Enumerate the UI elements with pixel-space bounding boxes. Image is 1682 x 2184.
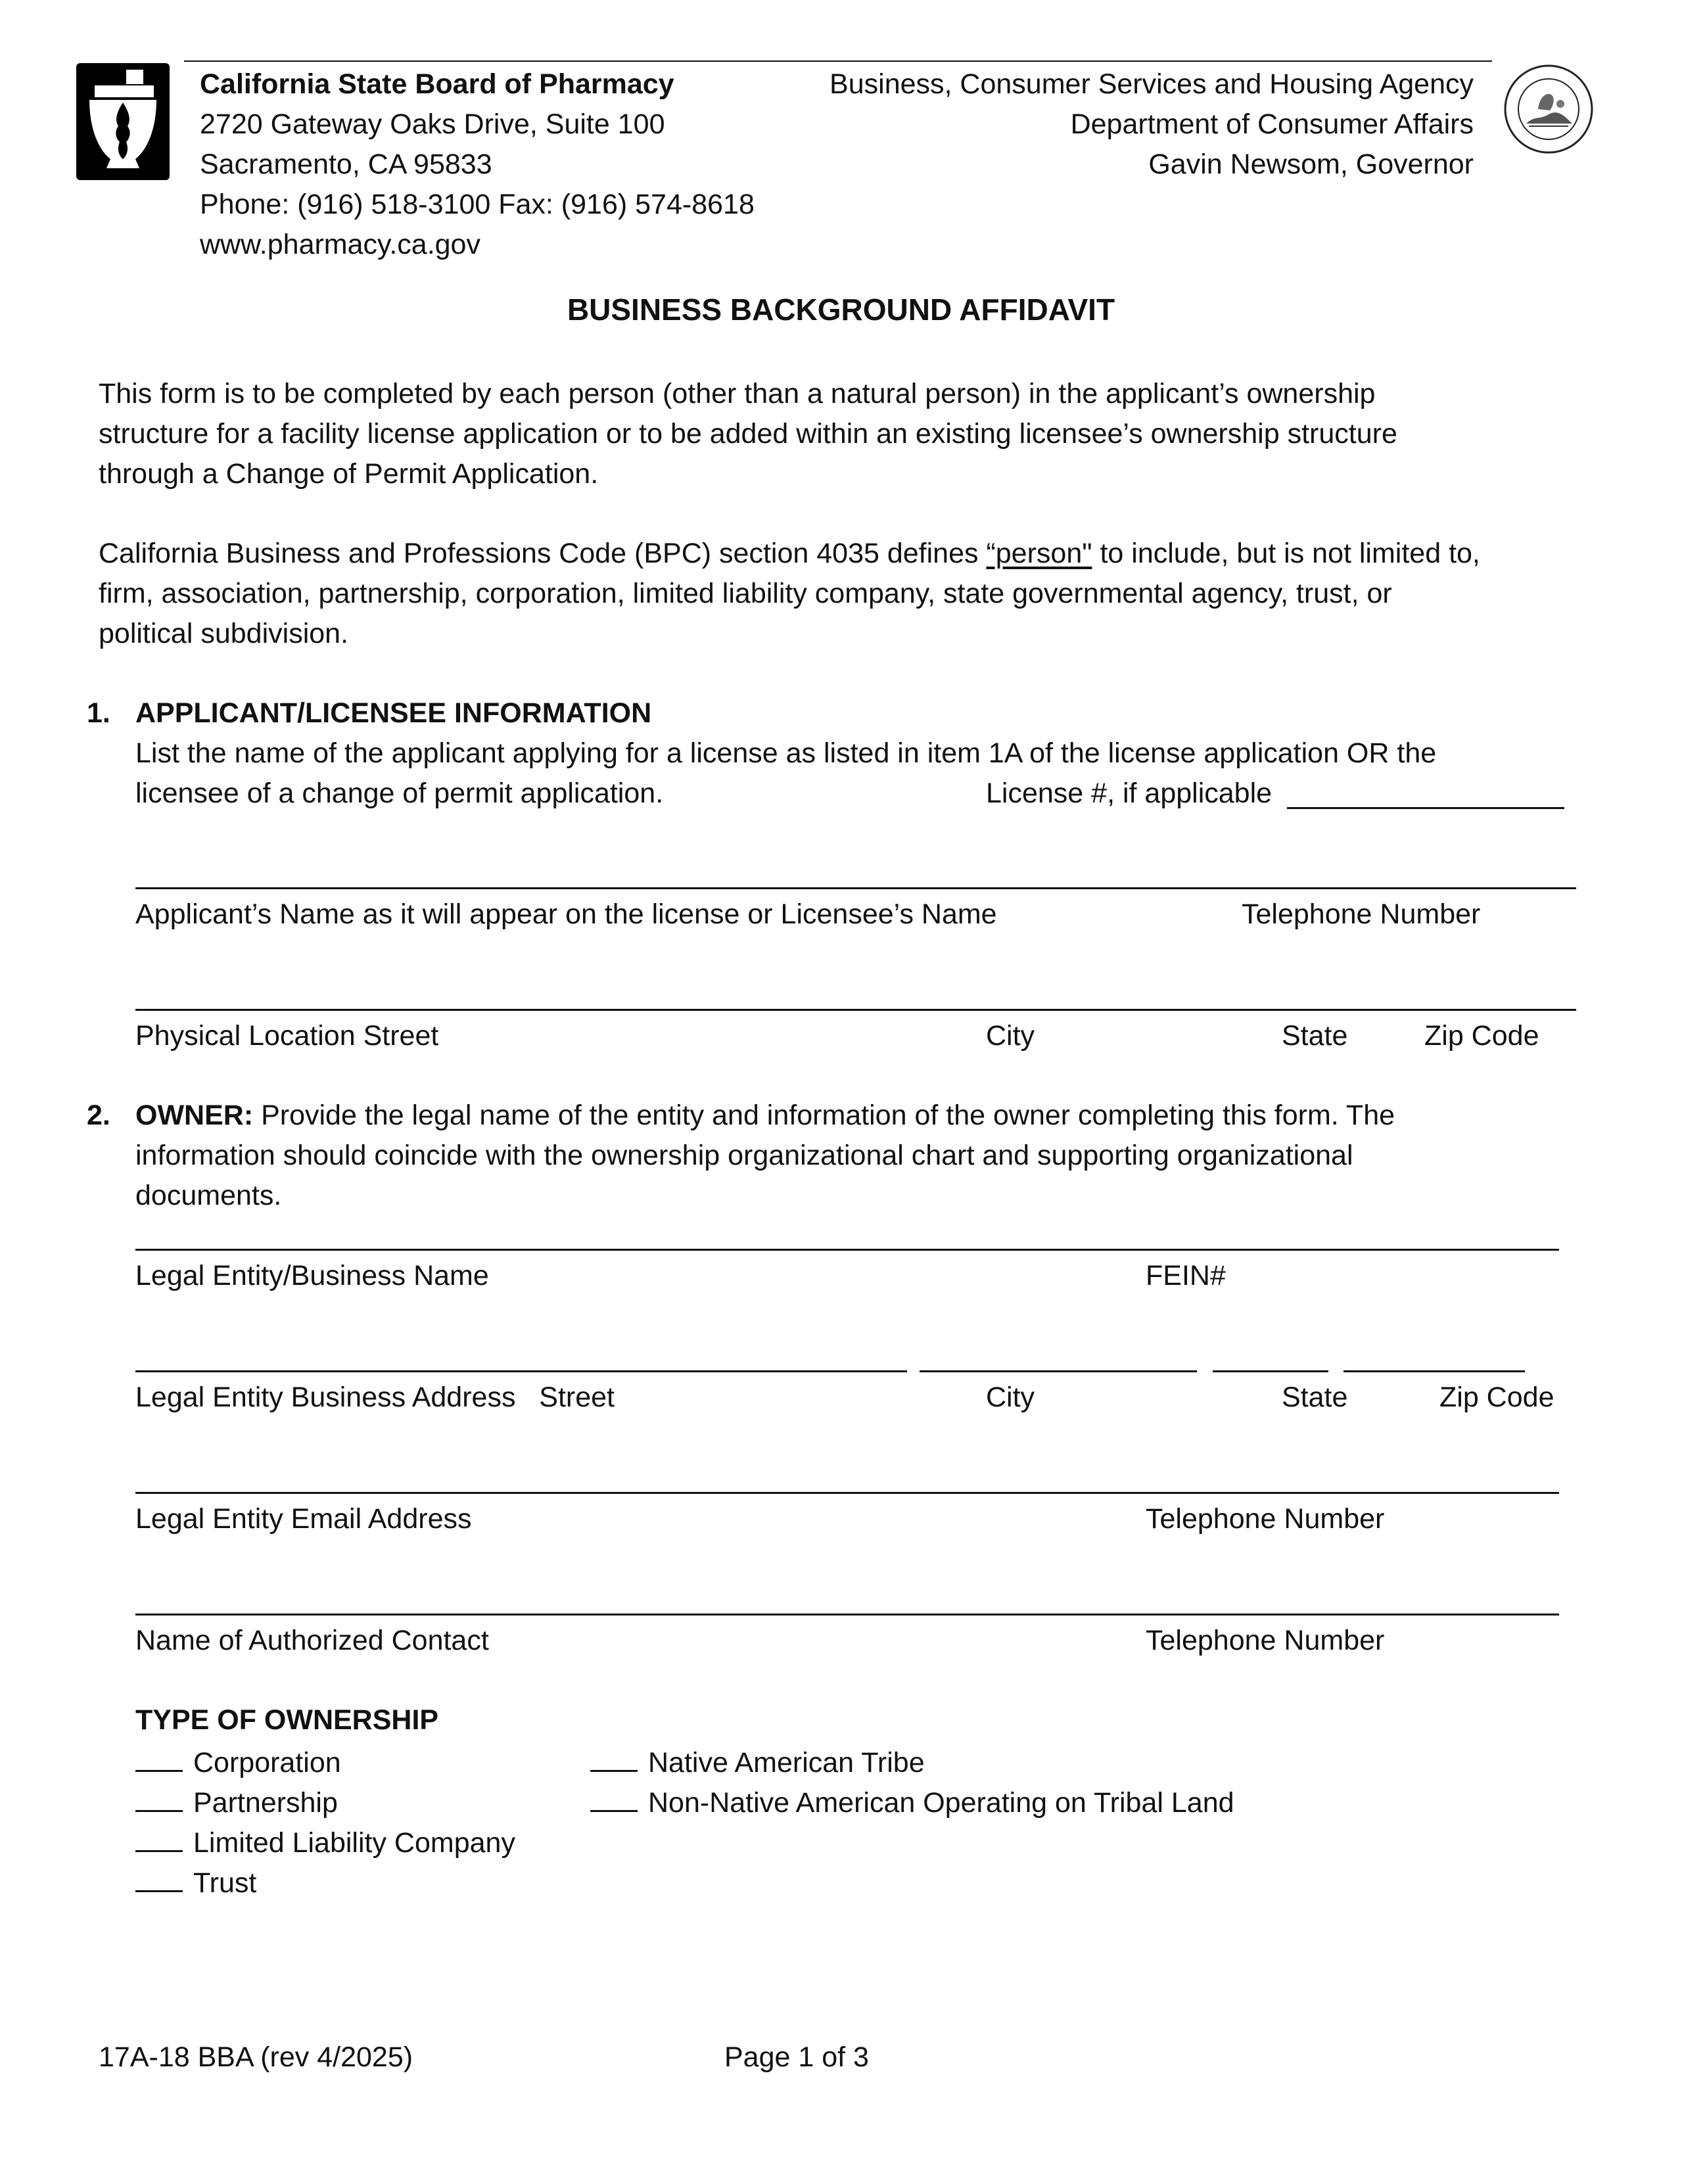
physical-city-label: City [986,1020,1035,1052]
ownership-heading: TYPE OF OWNERSHIP [135,1704,439,1736]
form-id: 17A-18 BBA (rev 4/2025) [99,2041,413,2073]
section-1-number: 1. [87,697,110,729]
applicant-name-field[interactable] [135,887,1576,889]
page-title: BUSINESS BACKGROUND AFFIDAVIT [567,292,1115,327]
header-rule [184,60,1492,62]
business-city-label: City [986,1382,1035,1413]
page-number: Page 1 of 3 [724,2041,869,2073]
business-state-field[interactable] [1213,1370,1328,1372]
address-line-1: 2720 Gateway Oaks Drive, Suite 100 [200,108,665,140]
email-address-field[interactable] [135,1492,1559,1494]
business-zip-label: Zip Code [1439,1382,1554,1413]
ownership-option-native-american-tribe[interactable] [590,1746,925,1777]
email-telephone-label: Telephone Number [1146,1503,1385,1535]
phone-fax: Phone: (916) 518-3100 Fax: (916) 574-8618 [200,189,755,220]
email-address-label: Legal Entity Email Address [135,1503,472,1535]
ownership-option-label: Partnership [193,1787,338,1819]
section-1-desc-2: licensee of a change of permit application. [135,778,664,809]
ownership-checkbox[interactable] [135,1746,183,1772]
authorized-contact-label: Name of Authorized Contact [135,1625,489,1656]
definition-line-2: firm, association, partnership, corporation, limited liability company, state governmental agency, trust, or [99,578,1392,609]
ownership-checkbox[interactable] [590,1746,638,1772]
fein-label: FEIN# [1146,1260,1226,1291]
state-seal-icon [1503,63,1595,155]
physical-street-label: Physical Location Street [135,1020,439,1052]
org-name: California State Board of Pharmacy [200,68,674,100]
physical-zip-label: Zip Code [1424,1020,1539,1052]
agency-name: Business, Consumer Services and Housing Agency [829,68,1474,100]
ownership-option-label: Non-Native American Operating on Tribal Land [648,1787,1234,1819]
ownership-option-llc[interactable] [135,1826,515,1857]
authorized-contact-field[interactable] [135,1614,1559,1615]
definition-line-3: political subdivision. [99,618,349,649]
applicant-name-label: Applicant’s Name as it will appear on the license or Licensee’s Name [135,898,997,930]
section-2-desc-text: Provide the legal name of the entity and information of the owner completing this form. The [253,1100,1395,1131]
person-definition-link[interactable]: “person" [986,538,1092,569]
license-number-field[interactable] [1287,807,1564,809]
ownership-checkbox[interactable] [590,1786,638,1812]
business-city-field[interactable] [920,1370,1197,1372]
legal-entity-name-label: Legal Entity/Business Name [135,1260,489,1291]
website-link[interactable]: www.pharmacy.ca.gov [200,229,480,260]
ownership-checkbox[interactable] [135,1867,183,1892]
ownership-checkbox[interactable] [135,1826,183,1852]
business-street-field[interactable] [135,1370,907,1372]
section-2-desc-3: documents. [135,1180,282,1211]
ownership-option-trust[interactable] [135,1867,256,1897]
definition-text-pre: California Business and Professions Code (BPC) section 4035 defines [99,538,987,569]
ownership-option-corporation[interactable] [135,1746,341,1777]
physical-state-label: State [1282,1020,1348,1052]
ownership-option-label: Native American Tribe [648,1747,925,1778]
contact-telephone-label: Telephone Number [1146,1625,1385,1656]
ownership-option-label: Trust [193,1867,257,1899]
applicant-telephone-label: Telephone Number [1242,898,1481,930]
section-2-number: 2. [87,1100,110,1131]
intro-line-1: This form is to be completed by each person (other than a natural person) in the applicant’s ownership [99,378,1376,409]
business-address-label: Legal Entity Business Address Street [135,1382,615,1413]
definition-line-1 [99,540,1480,568]
ownership-checkbox[interactable] [135,1786,183,1812]
ownership-option-non-native-tribal-land[interactable] [590,1786,1234,1817]
section-2-heading: OWNER: [135,1100,254,1131]
governor-name: Gavin Newsom, Governor [1148,149,1474,180]
department-name: Department of Consumer Affairs [1070,108,1474,140]
license-number-label: License #, if applicable [986,778,1273,809]
business-zip-field[interactable] [1343,1370,1525,1372]
ownership-option-label: Corporation [193,1747,341,1778]
ownership-option-label: Limited Liability Company [193,1827,515,1859]
business-state-label: State [1282,1382,1348,1413]
section-1-heading: APPLICANT/LICENSEE INFORMATION [135,697,652,729]
section-2-desc-1 [135,1102,1395,1130]
board-logo [76,63,170,180]
definition-text-post: to include, but is not limited to, [1092,538,1480,569]
intro-line-3: through a Change of Permit Application. [99,458,599,490]
legal-entity-name-field[interactable] [135,1249,1559,1251]
section-2-desc-2: information should coincide with the ownership organizational chart and supporting organizational [135,1140,1353,1171]
address-line-2: Sacramento, CA 95833 [200,149,492,180]
intro-line-2: structure for a facility license application or to be added within an existing licensee’s ownership structure [99,418,1397,450]
physical-location-field[interactable] [135,1009,1576,1011]
ownership-option-partnership[interactable] [135,1786,338,1817]
section-1-desc-1: List the name of the applicant applying for a license as listed in item 1A of the license application OR the [135,737,1437,769]
